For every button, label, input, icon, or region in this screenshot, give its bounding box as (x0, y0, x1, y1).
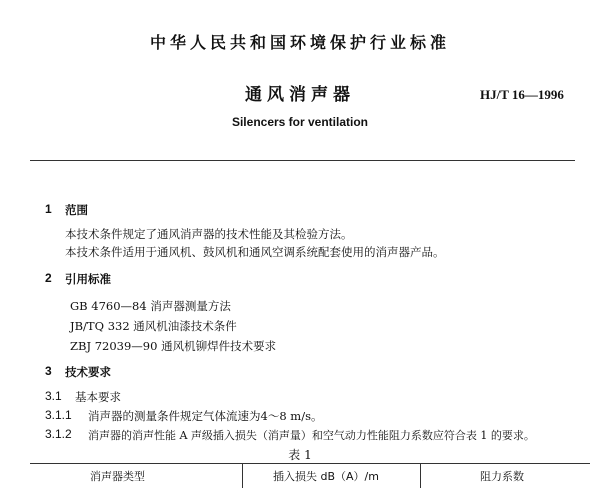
section-title-references: 引用标准 (65, 272, 111, 286)
reference-item: JB/TQ 332 通风机油漆技术条件 (70, 319, 237, 333)
reference-item: GB 4760—84 消声器测量方法 (70, 299, 231, 313)
reference-item: ZBJ 72039—90 通风机铆焊件技术要求 (70, 339, 277, 353)
section-title-requirements: 技术要求 (65, 365, 111, 379)
scope-paragraph-2: 本技术条件适用于通风机、鼓风机和通风空调系统配套使用的消声器产品。 (65, 245, 445, 259)
section-number-requirements: 3 (45, 364, 52, 378)
section-number-references: 2 (45, 271, 52, 285)
document-title-cn: 通风消声器 (245, 85, 355, 105)
clause-number: 3.1.2 (45, 427, 72, 441)
standard-code: HJ/T 16—1996 (480, 87, 564, 102)
scope-paragraph-1: 本技术条件规定了通风消声器的技术性能及其检验方法。 (65, 227, 353, 241)
table-header-cell: 插入损失 dB（A）/m (273, 470, 379, 483)
table-caption: 表 1 (288, 448, 312, 462)
table-column-divider (420, 464, 421, 488)
section-title-scope: 范围 (65, 203, 88, 217)
subsection-number: 3.1 (45, 389, 62, 403)
requirements-table (30, 463, 590, 488)
header-divider (30, 160, 575, 161)
table-column-divider (242, 464, 243, 488)
clause-text: 消声器的消声性能 A 声级插入损失（消声量）和空气动力性能阻力系数应符合表 1 的要求。 (88, 429, 535, 442)
clause-text: 消声器的测量条件规定气体流速为4～8 m/s。 (88, 409, 323, 423)
standard-body-heading: 中华人民共和国环境保护行业标准 (149, 33, 450, 52)
clause-number: 3.1.1 (45, 408, 72, 422)
table-header-cell: 消声器类型 (90, 470, 145, 483)
subsection-title: 基本要求 (75, 390, 121, 404)
document-title-en: Silencers for ventilation (231, 115, 369, 129)
table-header-cell: 阻力系数 (480, 470, 524, 483)
section-number-scope: 1 (45, 202, 52, 216)
